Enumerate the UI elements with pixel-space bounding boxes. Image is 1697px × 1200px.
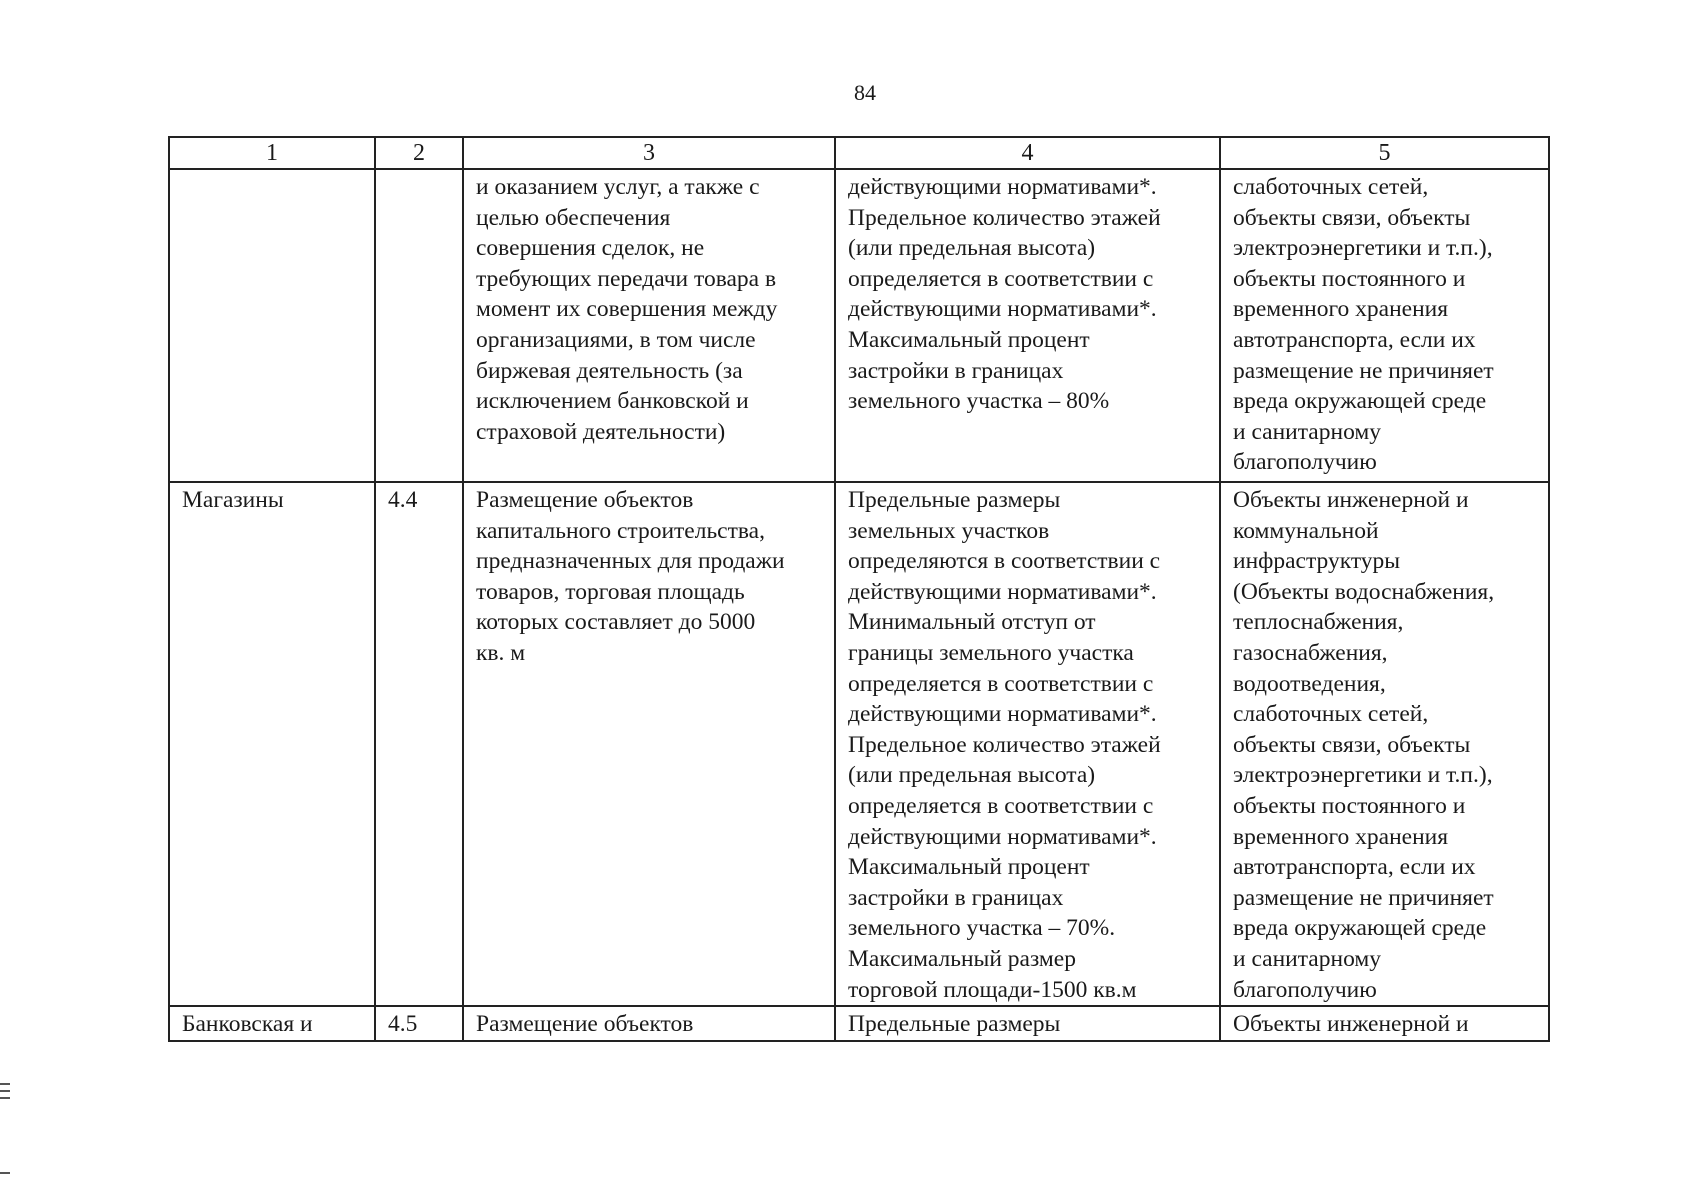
use-description-cell: Размещение объектов капитального строительства, предназначенных для продажи товаров, торговая площадь которых составляет до 5000 кв. м bbox=[463, 482, 835, 1006]
use-description-cell: Размещение объектов bbox=[463, 1006, 835, 1041]
page-number: 84 bbox=[854, 80, 876, 105]
table-row bbox=[169, 1006, 1549, 1041]
header-col-2: 2 bbox=[375, 137, 463, 169]
use-code-cell: 4.5 bbox=[375, 1006, 463, 1041]
header-col-1: 1 bbox=[169, 137, 375, 169]
parameters-cell: Предельные размеры земельных участков определяются в соответствии с действующими нормативами*. Минимальный отступ от границы земельного участка определяется в соответствии с действующими нормативами*. Предельное количество этажей (или предельная высота) определяется в соответствии с действующими нормативами*. Максимальный процент застройки в границах земельного участка – 70%. Максимальный размер торговой площади-1500 кв.м bbox=[835, 482, 1220, 1006]
parameters-cell: действующими нормативами*. Предельное количество этажей (или предельная высота) определяется в соответствии с действующими нормативами*. Максимальный процент застройки в границах земельного участка – 80% bbox=[835, 169, 1220, 482]
table-row bbox=[169, 482, 1549, 1006]
use-code-cell: 4.4 bbox=[375, 482, 463, 1006]
header-col-4: 4 bbox=[835, 137, 1220, 169]
auxiliary-uses-cell: Объекты инженерной и bbox=[1220, 1006, 1549, 1041]
use-name-cell: Магазины bbox=[169, 482, 375, 1006]
scan-margin-mark bbox=[0, 1083, 10, 1085]
parameters-cell: Предельные размеры bbox=[835, 1006, 1220, 1041]
scan-margin-mark bbox=[0, 1172, 10, 1174]
use-description-cell: и оказанием услуг, а также с целью обеспечения совершения сделок, не требующих передачи товара в момент их совершения между организациями, в том числе биржевая деятельность (за исключением банковской и страховой деятельности) bbox=[463, 169, 835, 482]
use-name-cell: Банковская и bbox=[169, 1006, 375, 1041]
header-col-3: 3 bbox=[463, 137, 835, 169]
header-col-5: 5 bbox=[1220, 137, 1549, 169]
table-row bbox=[169, 169, 1549, 482]
scan-margin-mark bbox=[0, 1097, 10, 1099]
zoning-table bbox=[168, 136, 1550, 1042]
auxiliary-uses-cell: слаботочных сетей, объекты связи, объекты электроэнергетики и т.п.), объекты постоянного и временного хранения автотранспорта, если их размещение не причиняет вреда окружающей среде и санитарному благополучию bbox=[1220, 169, 1549, 482]
scan-margin-mark bbox=[0, 1090, 10, 1092]
use-code-cell bbox=[375, 169, 463, 482]
auxiliary-uses-cell: Объекты инженерной и коммунальной инфраструктуры (Объекты водоснабжения, теплоснабжения, газоснабжения, водоотведения, слаботочных сетей, объекты связи, объекты электроэнергетики и т.п.), объекты постоянного и временного хранения автотранспорта, если их размещение не причиняет вреда окружающей среде и санитарному благополучию bbox=[1220, 482, 1549, 1006]
use-name-cell bbox=[169, 169, 375, 482]
header-row bbox=[169, 137, 1549, 169]
